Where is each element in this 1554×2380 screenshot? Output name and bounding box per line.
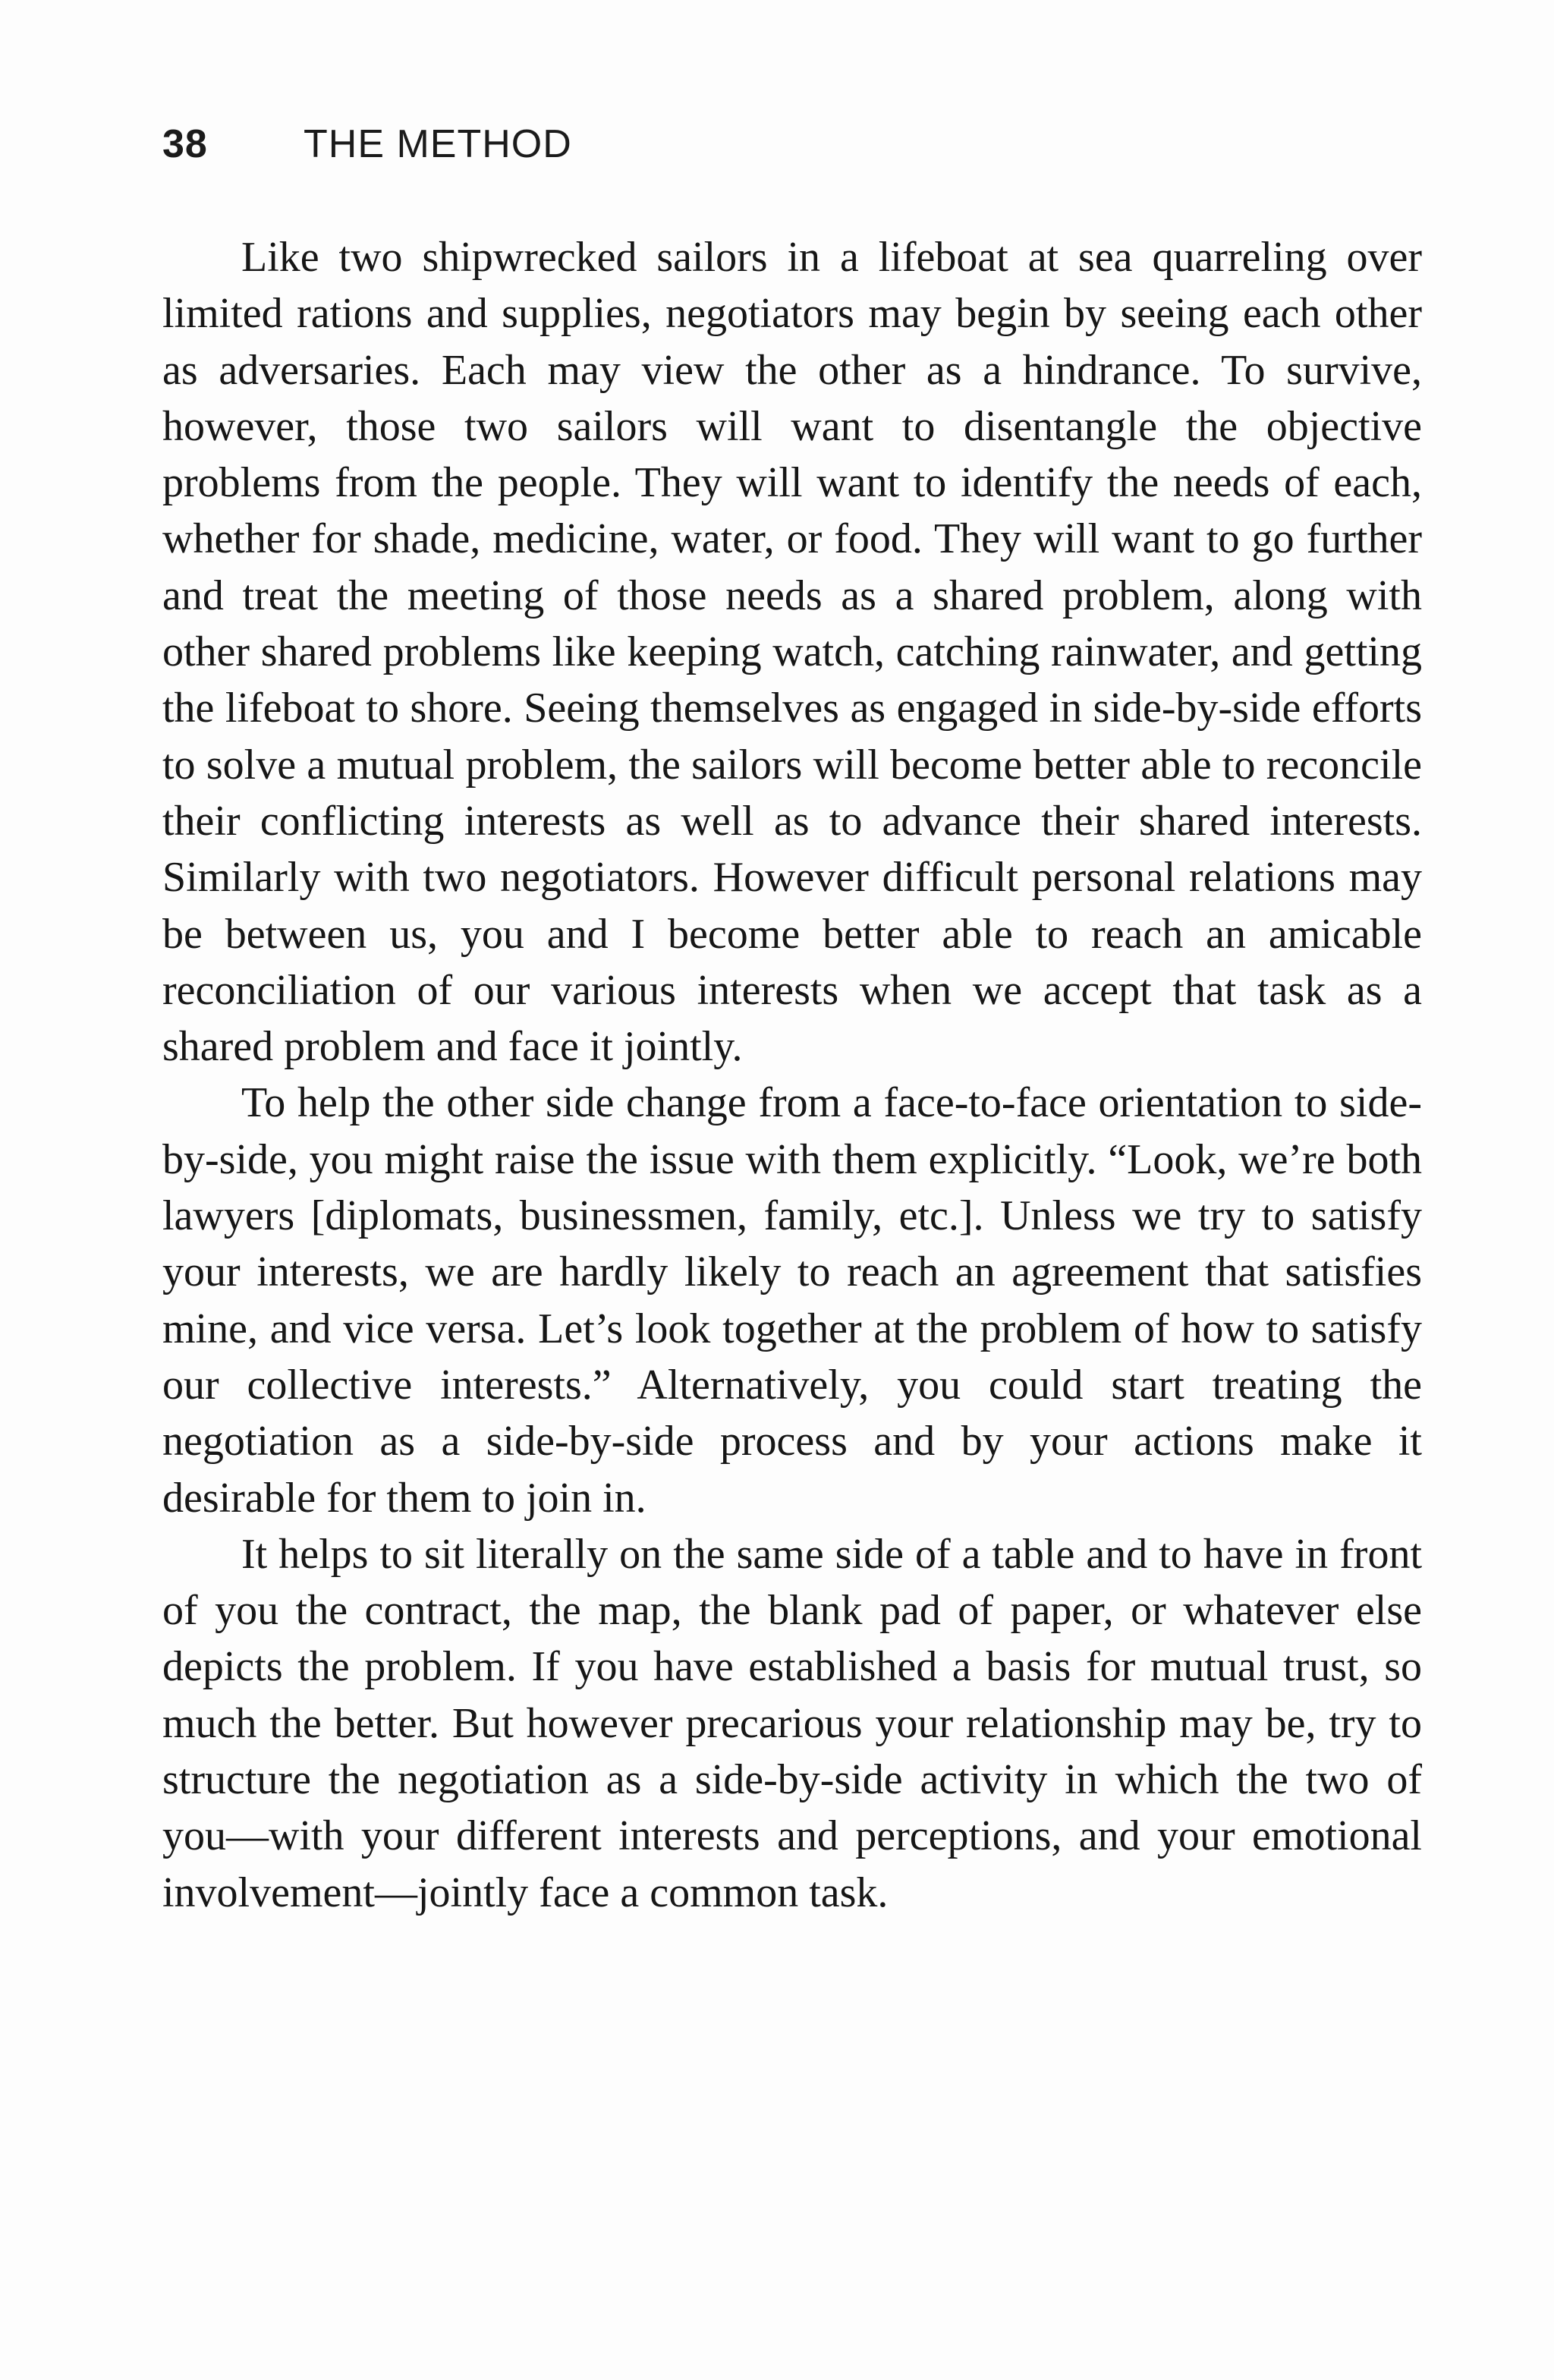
body-text [162,229,1422,1921]
section-title: THE METHOD [304,122,572,166]
running-head [162,121,572,175]
paragraph-lifeboat: Like two shipwrecked sailors in a lifeboat at sea quarreling over limited rations and supplies, negotiators may begin by seeing each other as adversaries. Each may view the other as a hindrance. To survive, however, those two sailors will want to disentangle the objective problems from the people. They will want to identify the needs of each, whether for shade, medicine, water, or food. They will want to go further and treat the meeting of those needs as a shared problem, along with other shared problems like keeping watch, catching rainwater, and getting the lifeboat to shore. Seeing themselves as engaged in side-by-side efforts to solve a mutual problem, the sailors will become better able to reconcile their conflicting interests as well as to advance their shared interests. Similarly with two negotiators. However difficult personal relations may be between us, you and I become better able to reach an amicable reconciliation of our various interests when we accept that task as a shared problem and face it jointly. [162,234,1422,1071]
page-number: 38 [162,122,208,166]
paragraph-same-side-table: It helps to sit literally on the same side of a table and to have in front of you the contract, the map, the blank pad of paper, or whatever else depicts the problem. If you have established a basis for mutual trust, so much the better. But however precarious your relationship may be, try to structure the negotiation as a side-by-side activity in which the two of you—with your different interests and perceptions, and your emotional involvement—jointly face a common task. [162,1530,1422,1916]
paragraph-side-by-side: To help the other side change from a face-to-face orientation to side-by-side, you might raise the issue with them explicitly. “Look, we’re both lawyers [diplomats, businessmen, family, etc.]. Unless we try to satisfy your interests, we are hardly likely to reach an agreement that satisfies mine, and vice versa. Let’s look together at the problem of how to satisfy our collective interests.” Alternatively, you could start treating the negotiation as a side-by-side process and by your actions make it desirable for them to join in. [162,1079,1422,1522]
